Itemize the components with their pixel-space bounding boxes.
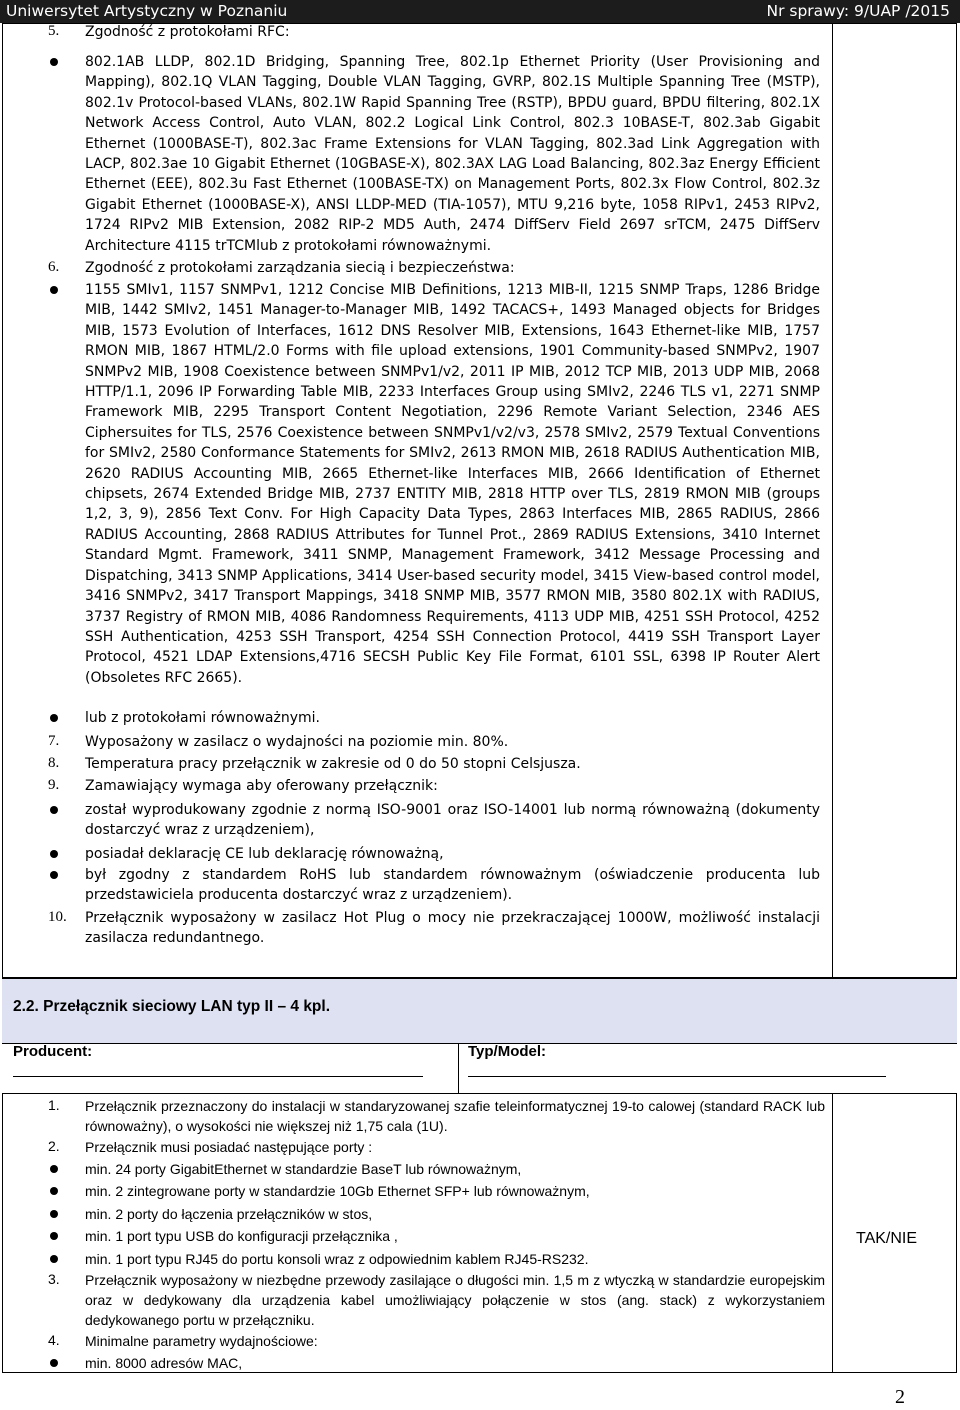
item-9-number: 9. [48, 777, 60, 793]
item-7-text: Wyposażony w zasilacz o wydajności na poziomie min. 80%. [85, 734, 509, 750]
equivalent-protocols-note: lub z protokołami równoważnymi. [85, 710, 320, 726]
item-6-text: Zgodność z protokołami zarządzania siecią i bezpieczeństwa: [85, 260, 515, 276]
bullet-icon [50, 1359, 58, 1367]
tak-nie-column-label: TAK/NIE [856, 1230, 918, 1247]
lower-table-divider [832, 1093, 833, 1373]
lower-item-3-number: 3. [48, 1271, 60, 1287]
bullet-icon [50, 806, 58, 814]
case-number: Nr sprawy: 9/UAP /2015 [766, 2, 950, 20]
port-requirement-1: min. 24 porty GigabitEthernet w standardzie BaseT lub równoważnym, [85, 1161, 522, 1177]
item-8-number: 8. [48, 755, 60, 771]
port-requirement-5: min. 1 port typu RJ45 do portu konsoli wraz z odpowiednim kablem RJ45-RS232. [85, 1251, 589, 1267]
port-requirement-2: min. 2 zintegrowane porty w standardzie 10Gb Ethernet SFP+ lub równoważnym, [85, 1183, 590, 1199]
bullet-icon [50, 1210, 58, 1218]
bullet-icon [50, 286, 58, 294]
model-field-line[interactable] [468, 1076, 886, 1077]
bullet-icon [50, 1165, 58, 1173]
lower-item-3-text: Przełącznik wyposażony w niezbędne przewody zasilające o długości min. 1,5 m z wtyczką w standardzie europejskim oraz w dedykowany dla urządzenia kabel umożliwiający połączenie w stos (ang. stack) z wykorzystaniem dedykowanego portu w przełączniku. [85, 1272, 825, 1328]
item-8-text: Temperatura pracy przełącznik w zakresie od 0 do 50 stopni Celsjusza. [85, 756, 581, 772]
item-7-number: 7. [48, 733, 60, 749]
bullet-icon [50, 58, 58, 66]
item-5-text: Zgodność z protokołami RFC: [85, 24, 290, 40]
bullet-icon [50, 1187, 58, 1195]
bullet-icon [50, 1255, 58, 1263]
section-top-rule [2, 978, 957, 979]
item-9-text: Zamawiający wymaga aby oferowany przełącznik: [85, 778, 438, 794]
institution-name: Uniwersytet Artystyczny w Poznaniu [6, 2, 288, 20]
lower-item-4-number: 4. [48, 1332, 60, 1348]
item-6-number: 6. [48, 259, 60, 275]
rohs-requirement: był zgodny z standardem RoHS lub standardem równoważnym (oświadczenie producenta lub przedstawiciela producenta dostarczyć wraz z urządzeniem). [85, 867, 820, 904]
lower-item-2-number: 2. [48, 1138, 60, 1154]
bullet-icon [50, 871, 58, 879]
bullet-icon [50, 850, 58, 858]
ce-requirement: posiadał deklarację CE lub deklarację równoważną, [85, 846, 444, 862]
management-protocol-list: 1155 SMIv1, 1157 SNMPv1, 1212 Concise MIB Definitions, 1213 MIB-II, 1215 SNMP Traps, 1286 Bridge MIB, 1442 SMIv2, 1451 Manager-to-Manager MIB, 1492 TACACS+, 1493 Managed objects for Bridges MIB, 1573 Evolution of Interfaces, 1612 DNS Resolver MIB, Extensions, 1643 Ethernet-like MIB, 1757 RMON MIB, 1867 HTML/2.0 Forms with file upload extensions, 1901 Community-based SNMPv2, 1907 SNMPv2 MIB, 1908 Coexistence between SNMPv1/v2, 2011 IP MIB, 2012 TCP MIB, 2013 UDP MIB, 2068 HTTP/1.1, 2096 IP Forwarding Table MIB, 2233 Interfaces Group using SMIv2, 2246 TLS v1, 2271 SNMP Framework MIB, 2295 Transport Content Negotiation, 2296 Remote Variant Selection, 2346 AES Ciphersuites for TLS, 2576 Coexistence between SNMPv1/v2/v3, 2578 SMIv2, 2579 Textual Conventions for SMIv2, 2580 Conformance Statements for SMIv2, 2613 RMON MIB, 2618 RADIUS Authentication MIB, 2620 RADIUS Accounting MIB, 2665 Ethernet-like Interfaces MIB, 2666 Identification of Ethernet chipsets, 2674 Extended Bridge MIB, 2737 ENTITY MIB, 2818 HTTP over TLS, 2819 RMON MIB (groups 1,2, 3, 9), 2856 Text Conv. For High Capacity Data Types, 2863 Interfaces MIB, 2865 RADIUS, 2866 RADIUS Accounting, 2868 RADIUS Attributes for Tunnel Prot., 2869 RADIUS Extensions, 3410 Internet Standard Mgmt. Framework, 3411 SNMP, Management Framework, 3412 Message Processing and Dispatching, 3413 SNMP Applications, 3414 User-based security model, 3415 View-based control model, 3416 SNMPv2, 3417 Transport Mappings, 3418 SNMP MIB, 3577 RMON MIB, 3580 802.1X with RADIUS, 3737 Registry of RMON MIB, 4086 Randomness Requirements, 4113 UDP MIB, 4251 SSH Protocol, 4252 SSH Authentication, 4253 SSH Transport, 4254 SSH Connection Protocol, 4419 SSH Transport Layer Protocol, 4521 LDAP Extensions,4716 SECSH Public Key File Format, 6101 SSL, 6398 IP Router Alert (Obsoletes RFC 2665). [85, 282, 820, 686]
lower-item-1-number: 1. [48, 1097, 60, 1113]
mac-address-requirement: min. 8000 adresów MAC, [85, 1355, 243, 1371]
label-divider [458, 1043, 459, 1093]
document-header-bar [0, 0, 960, 23]
item-10-text: Przełącznik wyposażony w zasilacz Hot Plug o mocy nie przekraczającej 1000W, możliwość instalacji zasilacza redundantnego. [85, 910, 820, 947]
item-10-number: 10. [48, 909, 67, 925]
iso-requirement: został wyprodukowany zgodnie z normą ISO-9001 oraz ISO-14001 lub normą równoważną (dokumenty dostarczyć wraz z urządzeniem), [85, 802, 820, 839]
section-title: 2.2. Przełącznik sieciowy LAN typ II – 4 kpl. [13, 998, 331, 1015]
producer-field-line[interactable] [13, 1076, 423, 1077]
port-requirement-4: min. 1 port typu USB do konfiguracji przełącznika , [85, 1228, 398, 1244]
rfc-protocol-list: 802.1AB LLDP, 802.1D Bridging, Spanning Tree, 802.1p Ethernet Priority (User Provisioning and Mapping), 802.1Q VLAN Tagging, Double VLAN Tagging, GVRP, 802.1S Multiple Spanning Tree (MSTP), 802.1v Protocol-based VLANs, 802.1W Rapid Spanning Tree (RSTP), BPDU guard, BPDU filtering, 802.1X Network Access Control, Auto VLAN, 802.2 Logical Link Control, 802.3 10BASE-T, 802.3ab Gigabit Ethernet (1000BASE-T), 802.3ac Frame Extensions for VLAN Tagging, 802.3ad Link Aggregation with LACP, 802.3ae 10 Gigabit Ethernet (10GBASE-X), 802.3AX LAG Load Balancing, 802.3az Energy Efficient Ethernet (EEE), 802.3u Fast Ethernet (100BASE-TX) on Management Ports, 802.3x Flow Control, 802.3z Gigabit Ethernet (1000BASE-X), ANSI LLDP-MED (TIA-1057), MTU 9,216 byte, 1058 RIPv1, 2453 RIPv2, 1724 RIPv2 MIB Extension, 2082 RIP-2 MD5 Auth, 2474 DiffServ Field 2697 srTCM, 2475 DiffServ Architecture 4115 trTCMlub z protokołami równoważnymi. [85, 54, 820, 254]
producer-label: Producent: [13, 1043, 93, 1060]
upper-table-divider [832, 23, 833, 978]
bullet-icon [50, 714, 58, 722]
lower-item-4-text: Minimalne parametry wydajnościowe: [85, 1333, 318, 1349]
lower-item-2-text: Przełącznik musi posiadać następujące porty : [85, 1139, 373, 1155]
bullet-icon [50, 1232, 58, 1240]
page-number: 2 [895, 1386, 905, 1408]
model-label: Typ/Model: [468, 1043, 547, 1060]
lower-item-1-text: Przełącznik przeznaczony do instalacji w standaryzowanej szafie teleinformatycznej 19-to calowej (standard RACK lub równoważny), o wysokości nie większej niż 1,75 cala (1U). [85, 1098, 825, 1134]
port-requirement-3: min. 2 porty do łączenia przełączników w stos, [85, 1206, 373, 1222]
item-5-number: 5. [48, 23, 60, 39]
